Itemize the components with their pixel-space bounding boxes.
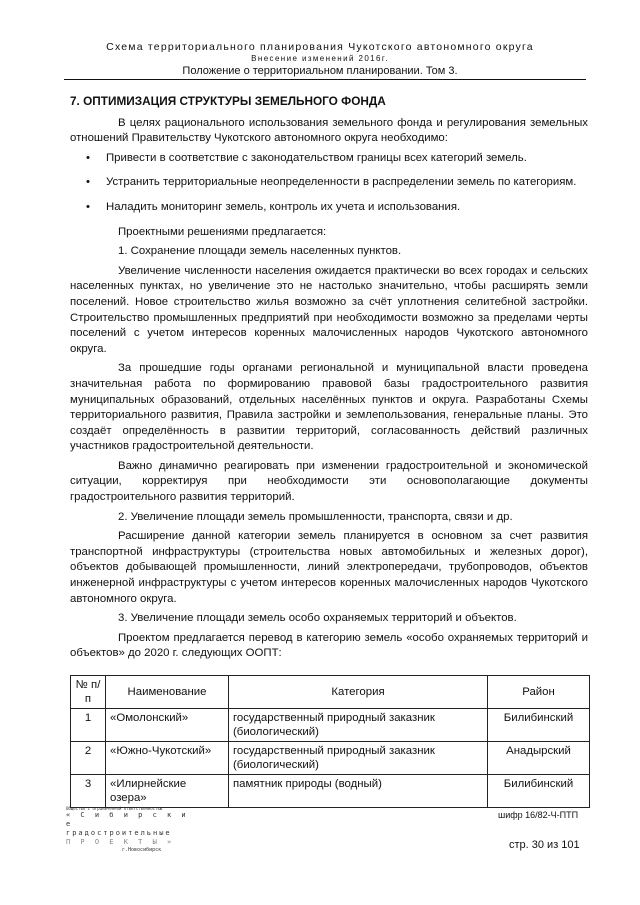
cell-name: «Южно-Чукотский» bbox=[106, 742, 229, 775]
item-1-heading: 1. Сохранение площади земель населенных пунктов. bbox=[118, 245, 402, 258]
paragraph-1: Увеличение численности населения ожидается практически во всех городах и сельских населенных пунктах, но увеличение это не настолько значительно, чтобы расширять земли поселений. Новое строительство жилья возможно за счёт уплотнения селитебной застройки. Строительство промышленных предприятий при необходимости возможно за пределами черты поселений с учетом интересов коренных малочисленных народов Чукотского автономного округа. bbox=[70, 264, 588, 355]
table-header-row bbox=[71, 676, 590, 709]
proposals-intro: Проектными решениями предлагается: bbox=[118, 225, 327, 238]
bullet-item bbox=[70, 151, 588, 167]
protected-areas-table bbox=[70, 675, 590, 808]
paragraph-2: За прошедшие годы органами региональной и муниципальной власти проведена значительная работа по формированию правовой базы градостроительного развития муниципальных образований, отдельных населённых пунктов и округа. Разработаны Схемы территориального развития, Правила застройки и землепользования, генеральные планы. Это создаёт определённость в развитии территорий, согласованность действий различных участников градостроительной деятельности. bbox=[70, 362, 588, 453]
bullet-item bbox=[70, 175, 588, 191]
bullet-text: Наладить мониторинг земель, контроль их учета и использования. bbox=[106, 200, 461, 213]
cell-num: 2 bbox=[71, 742, 106, 775]
cell-region: Билибинский bbox=[488, 775, 590, 808]
header-num: № п/п bbox=[71, 676, 106, 709]
header-category: Категория bbox=[229, 676, 488, 709]
header-title: Схема территориального планирования Чукотского автономного округа bbox=[106, 41, 534, 53]
document-cipher: шифр 16/82-Ч-ПТП bbox=[498, 810, 579, 820]
bullet-text: Устранить территориальные неопределенности в распределении земель по категориям. bbox=[106, 176, 577, 189]
paragraph-3: Важно динамично реагировать при изменении градостроительной и экономической ситуации, корректируя при необходимости эти основополагающие документы градостроительного развития территорий. bbox=[70, 459, 588, 504]
cell-name: «Омолонский» bbox=[106, 709, 229, 742]
bullet-icon: • bbox=[86, 200, 90, 213]
cell-name: «Илирнейские озера» bbox=[106, 775, 229, 808]
bullet-text: Привести в соответствие с законодательством границы всех категорий земель. bbox=[106, 151, 527, 164]
logo-city: г.Новосибирск bbox=[122, 847, 162, 853]
header-subtitle: Внесение изменений 2016г. bbox=[251, 54, 389, 63]
logo-line-3: П Р О Е К Т Ы » bbox=[66, 838, 175, 846]
cell-category: государственный природный заказник (биологический) bbox=[229, 709, 488, 742]
section-title: 7. ОПТИМИЗАЦИЯ СТРУКТУРЫ ЗЕМЕЛЬНОГО ФОНДА bbox=[70, 94, 386, 108]
logo-line-1: « С и б и р с к и е bbox=[66, 811, 189, 828]
header-divider bbox=[64, 79, 586, 80]
table-row bbox=[71, 742, 590, 775]
logo-company-type: Общество с ограниченной ответственностью bbox=[66, 806, 163, 811]
table-row bbox=[71, 709, 590, 742]
cell-category: государственный природный заказник (биологический) bbox=[229, 742, 488, 775]
cell-region: Анадырский bbox=[488, 742, 590, 775]
bullet-icon: • bbox=[86, 151, 90, 164]
header-name: Наименование bbox=[106, 676, 229, 709]
paragraph-5: Проектом предлагается перевод в категорию земель «особо охраняемых территорий и объектов» до 2020 г. следующих ООПТ: bbox=[70, 631, 588, 660]
header-region: Район bbox=[488, 676, 590, 709]
intro-paragraph: В целях рационального использования земельного фонда и регулирования земельных отношений Правительству Чукотского автономного округа необходимо: bbox=[70, 116, 588, 145]
document-body bbox=[70, 94, 588, 666]
item-3-heading: 3. Увеличение площади земель особо охраняемых территорий и объектов. bbox=[118, 612, 517, 625]
bullet-icon: • bbox=[86, 176, 90, 189]
bullet-item bbox=[70, 200, 588, 216]
paragraph-4: Расширение данной категории земель планируется в основном за счет развития транспортной инфраструктуры (строительства новых автомобильных и железных дорог), объектов добывающей промышленности, линий электропередачи, трубопроводов, объектов инженерной инфраструктуры с учетом интересов коренных малочисленных народов Чукотского автономного округа. bbox=[70, 530, 588, 605]
cell-category: памятник природы (водный) bbox=[229, 775, 488, 808]
company-logo bbox=[66, 806, 196, 854]
logo-line-2: градостроительные bbox=[66, 829, 172, 837]
cell-region: Билибинский bbox=[488, 709, 590, 742]
item-2-heading: 2. Увеличение площади земель промышленности, транспорта, связи и др. bbox=[118, 510, 513, 523]
page-number: стр. 30 из 101 bbox=[509, 839, 580, 851]
cell-num: 1 bbox=[71, 709, 106, 742]
table-row bbox=[71, 775, 590, 808]
cell-num: 3 bbox=[71, 775, 106, 808]
header-volume: Положение о территориальном планировании. Том 3. bbox=[182, 65, 458, 77]
